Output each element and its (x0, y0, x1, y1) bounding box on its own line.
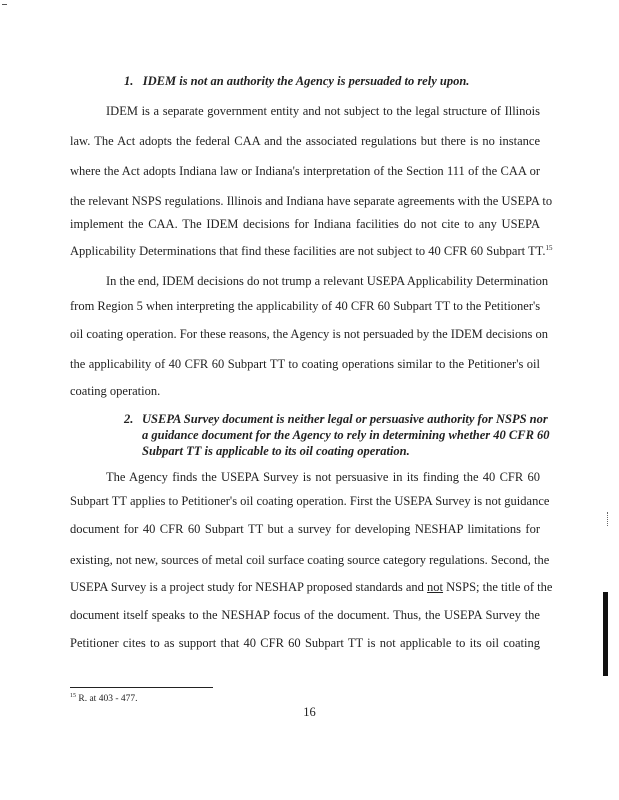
footnote-text: R. at 403 - 477. (78, 694, 138, 705)
paragraph-1-last-line (70, 243, 553, 259)
section-2-heading-line: Subpart TT is applicable to its oil coating operation. (142, 444, 410, 458)
section-2-heading-line: USEPA Survey document is neither legal or persuasive authority for NSPS nor (142, 412, 548, 426)
paragraph-2-line: the applicability of 40 CFR 60 Subpart TT to coating operations similar to the Petitioner's oil (70, 357, 540, 371)
paragraph-2-line: coating operation. (70, 384, 161, 398)
scan-margin-bar (603, 592, 608, 676)
scan-margin-dots (607, 512, 610, 526)
paragraph-3-line: Subpart TT applies to Petitioner's oil coating operation. First the USEPA Survey is not guidance (70, 494, 550, 508)
paragraph-3-line: document itself speaks to the NESHAP focus of the document. Thus, the USEPA Survey the (70, 608, 540, 622)
paragraph-1-line: where the Act adopts Indiana law or Indiana's interpretation of the Section 111 of the CAA or (70, 164, 540, 178)
section-1-heading (124, 73, 469, 89)
paragraph-1-line: Applicability Determinations that find these facilities are not subject to 40 CFR 60 Subpart TT. (70, 244, 546, 258)
paragraph-1-line: law. The Act adopts the federal CAA and the associated regulations but there is no instance (70, 134, 540, 148)
paragraph-3-line: existing, not new, sources of metal coil surface coating source category regulations. Second, the (70, 553, 550, 567)
footnote-separator (70, 687, 213, 688)
paragraph-1-line: implement the CAA. The IDEM decisions for Indiana facilities do not cite to any USEPA (70, 217, 540, 231)
paragraph-1-line: IDEM is a separate government entity and not subject to the legal structure of Illinois (106, 104, 540, 118)
paragraph-2-line: In the end, IDEM decisions do not trump a relevant USEPA Applicability Determination (106, 274, 549, 288)
section-2-number: 2. (124, 412, 134, 426)
paragraph-3-line: Petitioner cites to as support that 40 CFR 60 Subpart TT is not applicable to its oil coating (70, 636, 540, 650)
paragraph-3-line: document for 40 CFR 60 Subpart TT but a survey for developing NESHAP limitations for (70, 522, 540, 536)
paragraph-1-line: the relevant NSPS regulations. Illinois and Indiana have separate agreements with the USEPA to (70, 194, 553, 208)
paragraph-3-line-5-start: USEPA Survey is a project study for NESHAP proposed standards and (70, 580, 428, 594)
section-1-number: 1. (124, 74, 134, 88)
paragraph-3-line-5 (70, 579, 553, 595)
paragraph-2-line: from Region 5 when interpreting the applicability of 40 CFR 60 Subpart TT to the Petitioner's (70, 299, 541, 313)
paragraph-3-line-5-end: NSPS; the title of the (443, 580, 553, 594)
footnote (70, 690, 137, 705)
section-1-title: IDEM is not an authority the Agency is persuaded to rely upon. (142, 74, 470, 88)
footnote-reference: 15 (545, 243, 553, 252)
underlined-not: not (427, 580, 444, 594)
section-2-heading-line: a guidance document for the Agency to rely in determining whether 40 CFR 60 (142, 428, 550, 442)
footnote-number: 15 (70, 693, 76, 699)
scan-artifact (2, 4, 7, 5)
page-number: 16 (303, 705, 316, 719)
paragraph-2-line: oil coating operation. For these reasons, the Agency is not persuaded by the IDEM decisions on (70, 327, 549, 341)
paragraph-3-line: The Agency finds the USEPA Survey is not persuasive in its finding the 40 CFR 60 (106, 470, 540, 484)
